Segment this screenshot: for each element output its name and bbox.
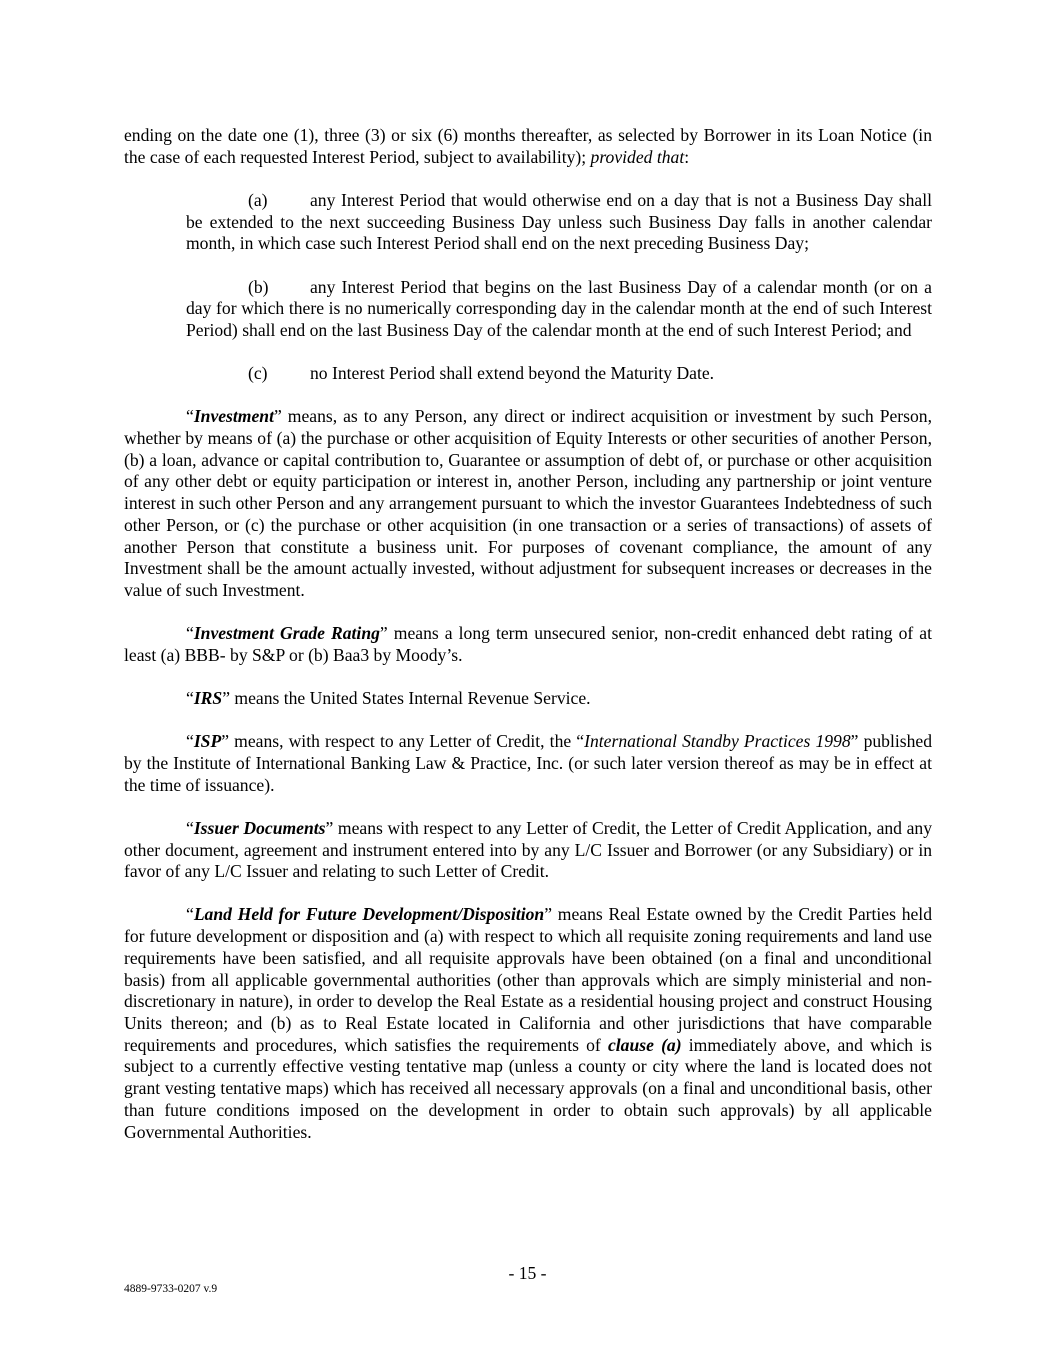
clause-a: (a) any Interest Period that would otherwise end on a day that is not a Business Day shall be extended to the next succeeding Business Day unless such Business Day falls in another calendar month, in which case such Interest Period shall end on the next preceding Business Day;	[186, 189, 932, 254]
defined-term: Land Held for Future Development/Disposition	[193, 904, 545, 925]
intro-paragraph: ending on the date one (1), three (3) or six (6) months thereafter, as selected by Borrower in its Loan Notice (in the case of each requested Interest Period, subject to availability); provided that:	[124, 125, 932, 167]
defined-term: Investment	[193, 406, 274, 427]
definition-irs: “IRS” means the United States Internal Revenue Service.	[186, 688, 591, 709]
definition-investment-grade-rating: “Investment Grade Rating” means a long term unsecured senior, non-credit enhanced debt rating of at least (a) BBB- by S&P or (b) Baa3 by Moody’s.	[124, 623, 933, 665]
page-number: - 15 -	[508, 1263, 547, 1283]
document-id: 4889-9733-0207 v.9	[124, 1283, 218, 1295]
document-body	[124, 125, 932, 1165]
defined-term: Investment Grade Rating	[193, 623, 380, 644]
definition-issuer-documents: “Issuer Documents” means with respect to any Letter of Credit, the Letter of Credit Application, and any other document, agreement and instrument entered into by any L/C Issuer and Borrower (or any Subsidiary) or in favor of any L/C Issuer and relating to such Letter of Credit.	[124, 817, 932, 882]
defined-term: IRS	[193, 688, 223, 709]
definition-land-held: “Land Held for Future Development/Disposition” means Real Estate owned by the Credit Parties held for future development or disposition and (a) with respect to which all requisite zoning requirements and land use requirements have been satisfied, and all requisite approvals have been obtained (on a final and unconditional basis) from all applicable governmental authorities (other than approvals which are simply ministerial and non-discretionary in nature), in order to develop the Real Estate as a residential housing project and construct Housing Units thereon; and (b) as to Real Estate located in California and other jurisdictions that have comparable requirements and procedures, which satisfies the requirements of clause (a) immediately above, and which is subject to a currently effective vesting tentative map (unless a county or city where the land is located does not grant vesting tentative maps) which has received all necessary approvals (on a final and unconditional basis, other than future conditions imposed on the development in order to obtain such approvals) by all applicable Governmental Authorities.	[124, 904, 932, 1142]
clause-c: (c) no Interest Period shall extend beyond the Maturity Date.	[248, 363, 715, 384]
definition-isp: “ISP” means, with respect to any Letter of Credit, the “International Standby Practices 1998” published by the Institute of International Banking Law & Practice, Inc. (or such later version thereof as may be in effect at the time of issuance).	[124, 731, 933, 795]
clause-b: (b) any Interest Period that begins on the last Business Day of a calendar month (or on a day for which there is no numerically corresponding day in the calendar month at the end of such Interest Period) shall end on the last Business Day of the calendar month at the end of such Interest Period; and	[186, 276, 932, 340]
definition-investment: “Investment” means, as to any Person, any direct or indirect acquisition or investment by such Person, whether by means of (a) the purchase or other acquisition of Equity Interests or other securities of another Person, (b) a loan, advance or capital contribution to, Guarantee or assumption of debt of, or purchase or other acquisition of any other debt or equity participation or interest in, another Person, including any partnership or joint venture interest in such other Person and any arrangement pursuant to which the investor Guarantees Indebtedness of such other Person, or (c) the purchase or other acquisition (in one transaction or a series of transactions) of assets of another Person that constitute a business unit. For purposes of covenant compliance, the amount of any Investment shall be the amount actually invested, without adjustment for subsequent increases or decreases in the value of such Investment.	[124, 406, 932, 600]
defined-term: ISP	[193, 731, 222, 752]
defined-term: Issuer Documents	[193, 817, 326, 838]
